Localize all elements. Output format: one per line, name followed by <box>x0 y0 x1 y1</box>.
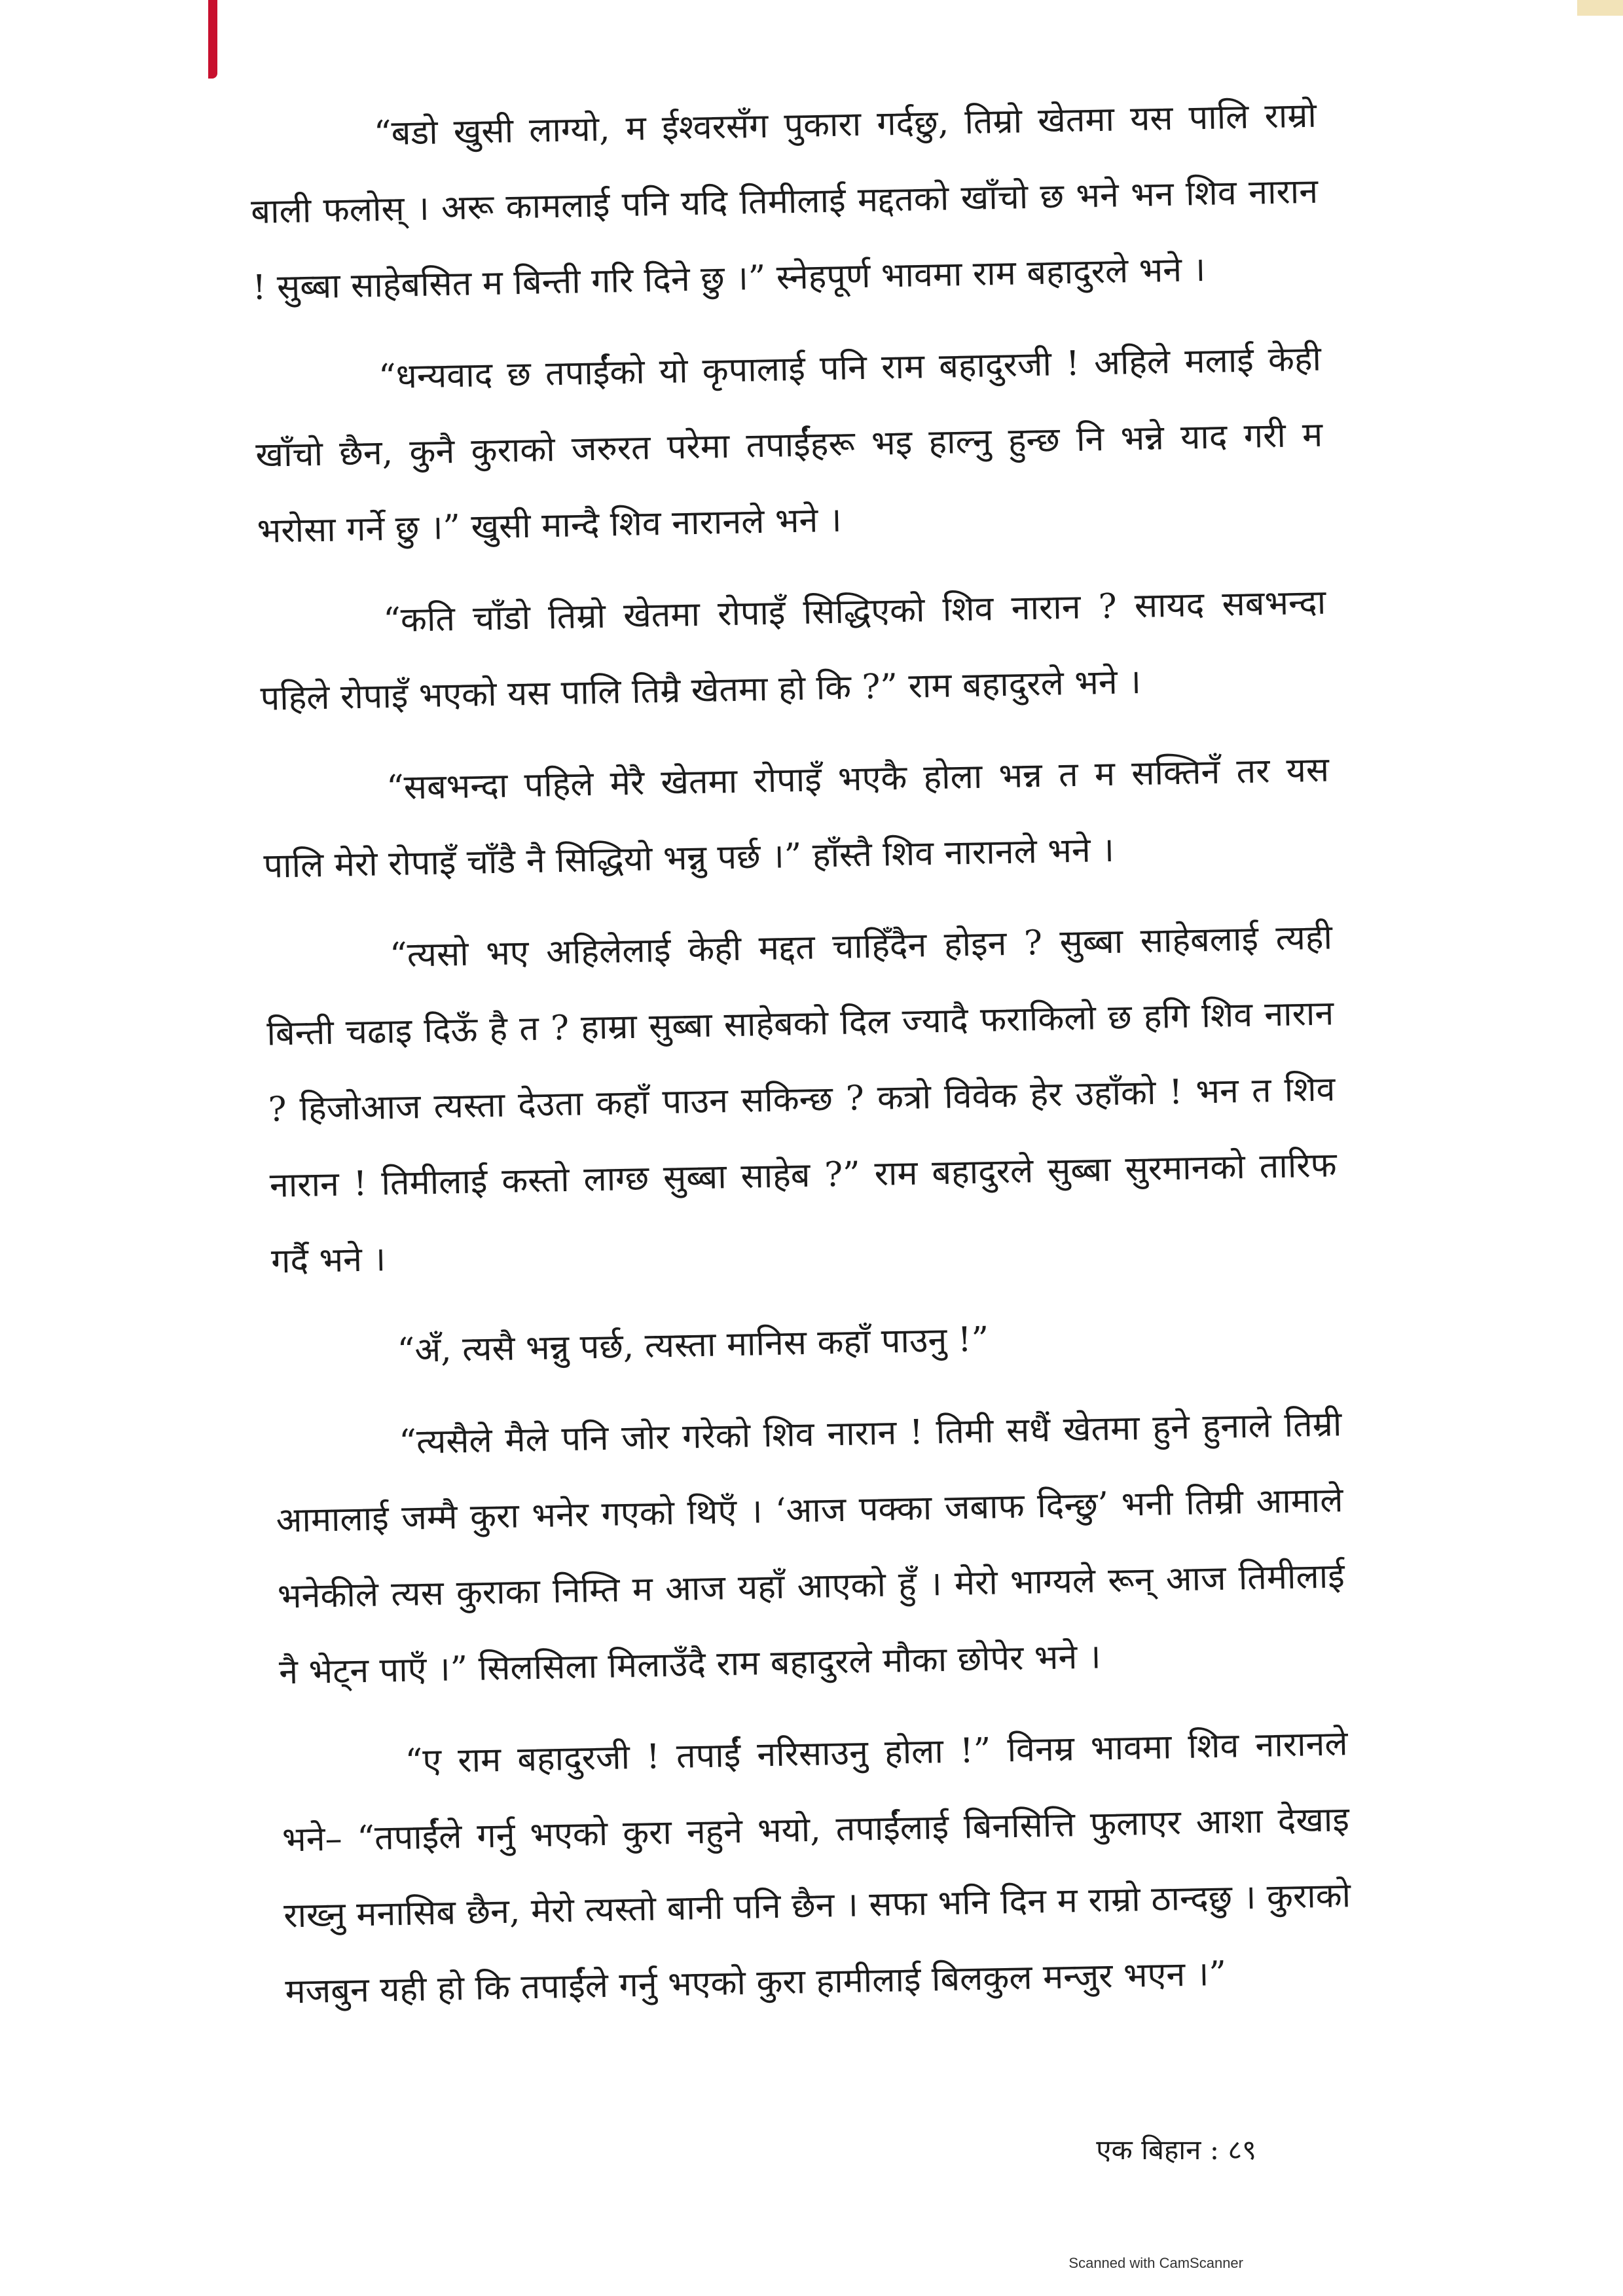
page-edge-mark <box>208 0 217 79</box>
paragraph-7: “त्यसैले मैले पनि जोर गरेको शिव नारान ! तिमी सधैं खेतमा हुने हुनाले तिम्री आमालाई जम्मै कुरा भनेर गएको थिएँ । ‘आज पक्का जबाफ दिन्छु’ भनी तिम्री आमाले भनेकीले त्यस कुराका निम्ति म आज यहाँ आएको हुँ । मेरो भाग्यले रून् आज तिमीलाई नै भेट्न पाएँ ।” सिलसिला मिलाउँदै राम बहादुरले मौका छोपेर भने । <box>276 1405 1345 1693</box>
paragraph-2: “धन्यवाद छ तपाईंको यो कृपालाई पनि राम बहादुरजी ! अहिले मलाई केही खाँचो छैन, कुनै कुराको जरुरत परेमा तपाईंहरू भइ हाल्नु हुन्छ नि भन्ने याद गरी म भरोसा गर्ने छु ।” खुसी मान्दै शिव नारानले भने । <box>255 339 1323 551</box>
paragraph-8: “ए राम बहादुरजी ! तपाईं नरिसाउनु होला !” विनम्र भावमा शिव नारानले भने– “तपाईंले गर्नु भएको कुरा नहुने भयो, तपाईंलाई बिनसित्ति फुलाएर आशा देखाइ राख्नु मनासिब छैन, मेरो त्यस्तो बानी पनि छैन । सफा भनि दिन म राम्रो ठान्दछु । कुराको मजबुन यही हो कि तपाईंले गर्नु भएको कुरा हामीलाई बिलकुल मन्जुर भएन ।” <box>282 1724 1351 2012</box>
corner-mark <box>1577 0 1623 16</box>
paragraph-3: “कति चाँडो तिम्रो खेतमा रोपाइँ सिद्धिएको शिव नारान ? सायद सबभन्दा पहिले रोपाइँ भएको यस पालि तिम्रै खेतमा हो कि ?” राम बहादुरले भने । <box>260 583 1326 719</box>
page-body <box>249 78 1355 2147</box>
paragraph-4: “सबभन्दा पहिले मेरै खेतमा रोपाइँ भएकै होला भन्न त म सक्तिनँ तर यस पालि मेरो रोपाइँ चाँडै नै सिद्धियो भन्नु पर्छ ।” हाँस्तै शिव नारानले भने । <box>263 750 1330 886</box>
scanner-watermark: Scanned with CamScanner <box>1068 2255 1243 2271</box>
paragraph-1: “बडो खुसी लाग्यो, म ईश्वरसँग पुकारा गर्दछु, तिम्रो खेतमा यस पालि राम्रो बाली फलोस् । अरू कामलाई पनि यदि तिमीलाई मद्दतको खाँचो छ भने भन शिव नारान ! सुब्बा साहेबसित म बिन्ती गरि दिने छु ।” स्नेहपूर्ण भावमा राम बहादुरले भने । <box>250 96 1319 308</box>
paragraph-5: “त्यसो भए अहिलेलाई केही मद्दत चाहिँदैन होइन ? सुब्बा साहेबलाई त्यही बिन्ती चढाइ दिऊँ है त ? हाम्रा सुब्बा साहेबको दिल ज्यादै फराकिलो छ हगि शिव नारान ? हिजोआज त्यस्ता देउता कहाँ पाउन सकिन्छ ? कत्रो विवेक हेर उहाँको ! भन त शिव नारान ! तिमीलाई कस्तो लाग्छ सुब्बा साहेब ?” राम बहादुरले सुब्बा सुरमानको तारिफ गर्दै भने । <box>266 918 1338 1282</box>
page-footer: एक बिहान : ८९ <box>1096 2134 1256 2166</box>
paragraph-6: “अँ, त्यसै भन्नु पर्छ, त्यस्ता मानिस कहाँ पाउनु !” <box>397 1319 989 1371</box>
